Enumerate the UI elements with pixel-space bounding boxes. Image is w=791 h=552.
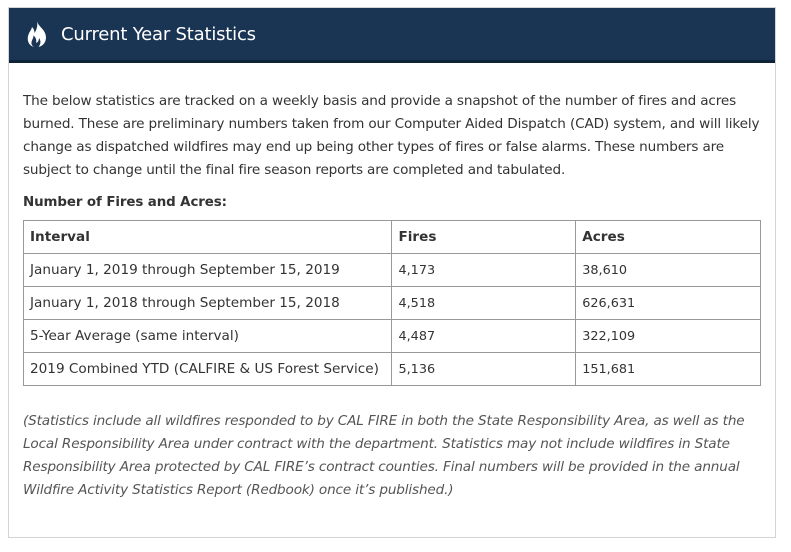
fires-cell: 5,136 <box>392 353 576 386</box>
interval-cell: January 1, 2019 through September 15, 2019 <box>24 254 392 287</box>
column-header-acres: Acres <box>576 221 761 254</box>
flame-icon <box>25 19 51 49</box>
table-header-row <box>24 221 761 254</box>
table-row <box>24 287 761 320</box>
interval-cell: 5-Year Average (same interval) <box>24 320 392 353</box>
panel-body <box>9 63 775 502</box>
intro-paragraph: The below statistics are tracked on a weekly basis and provide a snapshot of the number of fires and acres burned. These are preliminary numbers taken from our Computer Aided Dispatch (CAD) system, and will likely change as dispatched wildfires may end up being other types of fires or false alarms. These numbers are subject to change until the final fire season reports are completed and tabulated. <box>23 93 760 178</box>
panel-title: Current Year Statistics <box>61 23 256 45</box>
fires-cell: 4,487 <box>392 320 576 353</box>
column-header-interval: Interval <box>24 221 392 254</box>
table-heading: Number of Fires and Acres: <box>23 195 227 210</box>
acres-cell: 38,610 <box>576 254 761 287</box>
statistics-note: (Statistics include all wildfires responded to by CAL FIRE in both the State Responsibility Area, as well as the Local Responsibility Area under contract with the department. Statistics may not include wildfires in State Responsibility Area protected by CAL FIRE’s contract counties. Final numbers will be provided in the annual Wildfire Activity Statistics Report (Redbook) once it’s published.) <box>23 413 745 498</box>
panel-header <box>9 8 775 63</box>
statistics-panel <box>8 7 776 538</box>
acres-cell: 322,109 <box>576 320 761 353</box>
table-row <box>24 320 761 353</box>
interval-cell: 2019 Combined YTD (CALFIRE & US Forest Service) <box>24 353 392 386</box>
interval-cell: January 1, 2018 through September 15, 2018 <box>24 287 392 320</box>
fires-acres-table <box>23 220 761 386</box>
fires-cell: 4,518 <box>392 287 576 320</box>
acres-cell: 626,631 <box>576 287 761 320</box>
table-row <box>24 254 761 287</box>
column-header-fires: Fires <box>392 221 576 254</box>
table-row <box>24 353 761 386</box>
acres-cell: 151,681 <box>576 353 761 386</box>
fires-cell: 4,173 <box>392 254 576 287</box>
